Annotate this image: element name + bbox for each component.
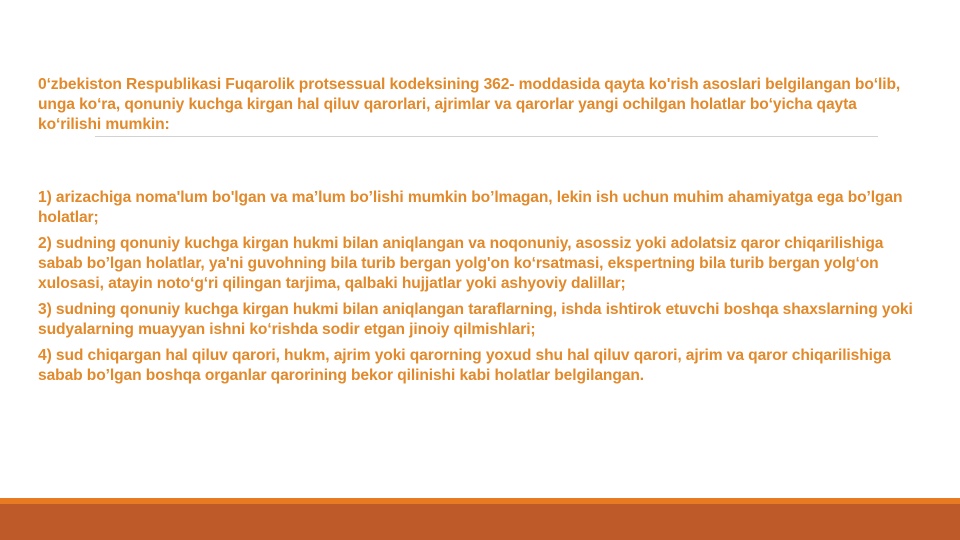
list-item-2: 2) sudning qonuniy kuchga kirgan hukmi bilan aniqlangan va noqonuniy, asossiz yoki adolatsiz qaror chiqarilishiga sabab bo’lgan holatlar, ya'ni guvohning bila turib bergan yolg'on ko‘rsatmasi, ekspertning bila turib bergan yolg‘on xulosasi, atayin noto‘g‘ri qilingan tarjima, qalbaki hujjatlar yoki ashyoviy dalillar;	[38, 235, 884, 292]
list-item-1: 1) arizachiga noma'lum bo'lgan va ma’lum bo’lishi mumkin bo’lmagan, lekin ish uchun muhim ahamiyatga ega bo’lgan holatlar;	[38, 189, 903, 226]
intro-paragraph: 0‘zbekiston Respublikasi Fuqarolik protsessual kodeksining 362- moddasida qayta ko'rish asoslari belgilangan bo‘lib, unga ko‘ra, qonuniy kuchga kirgan hal qiluv qarorlari, ajrimlar va qarorlar yangi ochilgan holatlar bo‘yicha qayta ko‘rilishi mumkin:	[38, 76, 901, 133]
grounds-list	[38, 188, 918, 392]
list-item-4: 4) sud chiqargan hal qiluv qarori, hukm, ajrim yoki qarorning yoxud shu hal qiluv qarori, ajrim va qaror chiqarilishiga sabab bo’lgan boshqa organlar qarorining bekor qilinishi kabi holatlar belgilangan.	[38, 347, 891, 384]
footer-bar	[0, 504, 960, 540]
list-item-3: 3) sudning qonuniy kuchga kirgan hukmi bilan aniqlangan taraflarning, ishda ishtirok etuvchi boshqa shaxslarning yoki sudyalarning muayyan ishni ko‘rishda sodir etgan jinoiy qilmishlari;	[38, 301, 913, 338]
divider-line	[95, 136, 878, 137]
